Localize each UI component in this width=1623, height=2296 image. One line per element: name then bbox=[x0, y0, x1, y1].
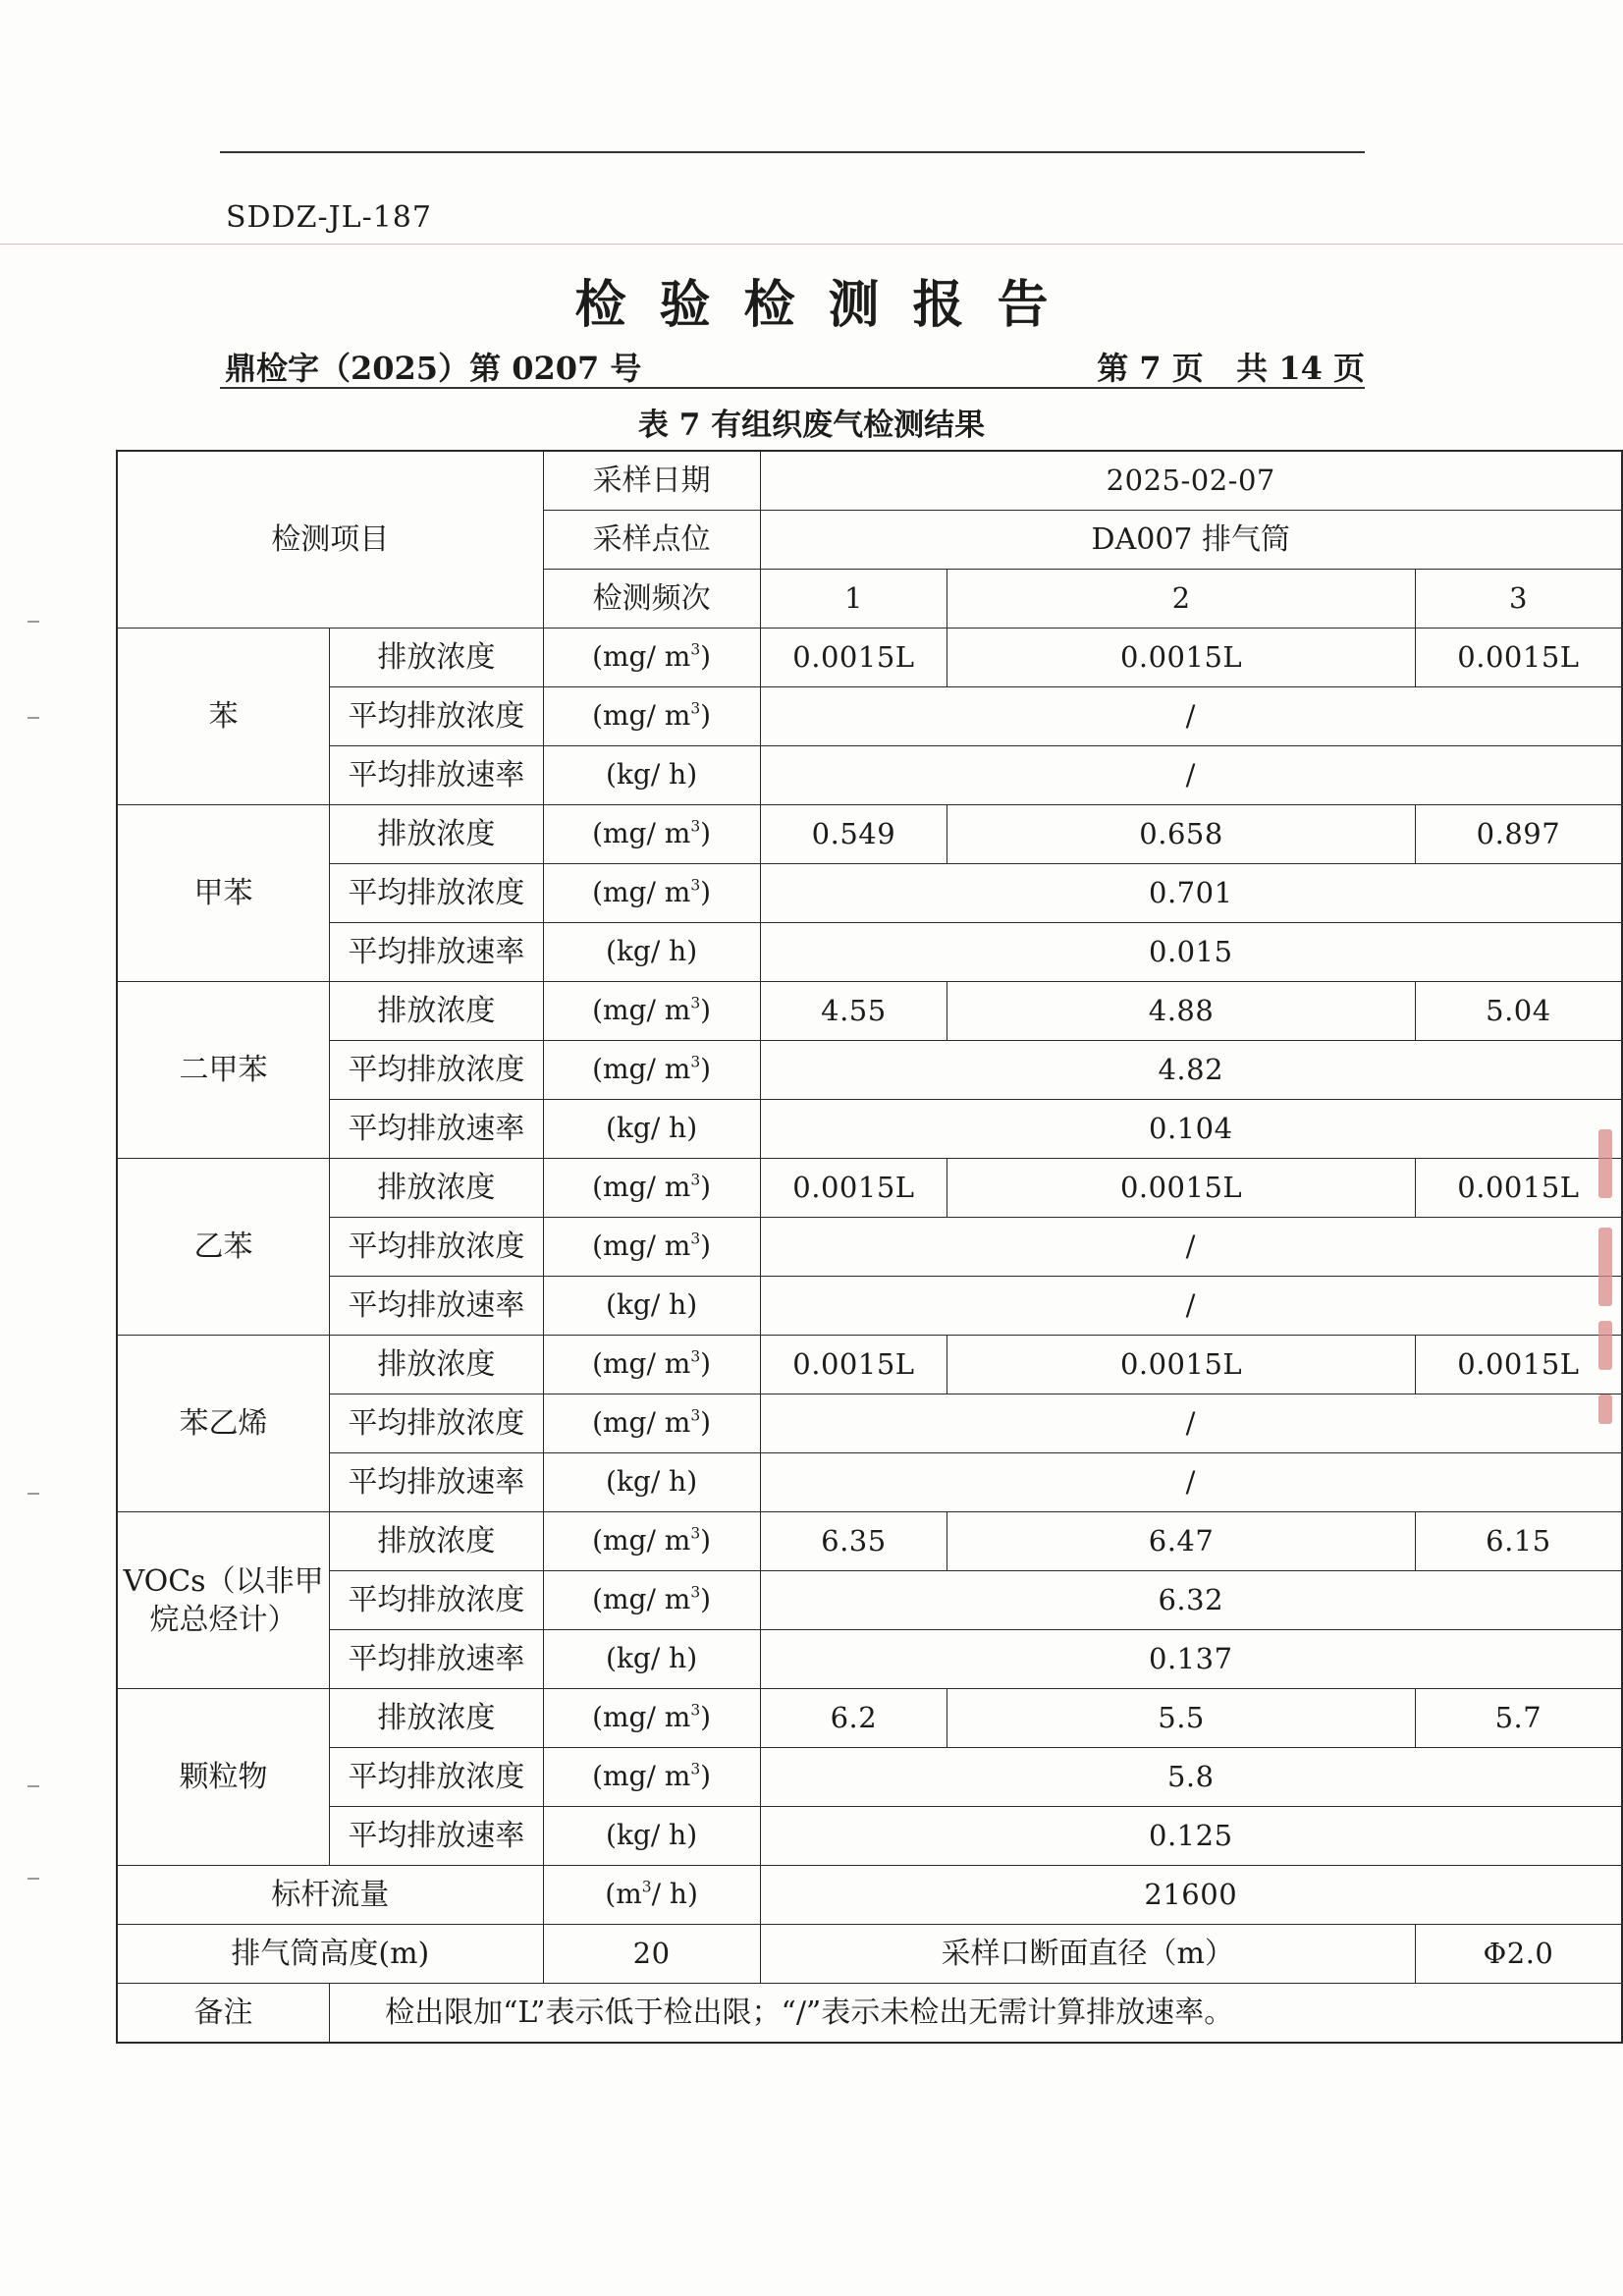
document-code: SDDZ-JL-187 bbox=[226, 200, 432, 235]
unit-concentration: mg/ m bbox=[603, 640, 691, 674]
unit-rate: (kg/ h) bbox=[606, 1819, 698, 1852]
param-conc-label: 排放浓度 bbox=[330, 982, 544, 1041]
param-avg-rate-label: 平均排放速率 bbox=[330, 1453, 544, 1512]
scan-mark bbox=[27, 1878, 39, 1880]
unit-cell: (mg/ $m^3$) bbox=[543, 982, 760, 1041]
value-conc-2: 0.658 bbox=[947, 805, 1416, 864]
table-row bbox=[117, 982, 1622, 1041]
table-row bbox=[117, 629, 1622, 687]
pollutant-name: 二甲苯 bbox=[117, 982, 330, 1159]
unit-rate: (kg/ h) bbox=[606, 758, 698, 792]
unit-superscript: 3 bbox=[690, 994, 701, 1012]
stack-diameter-value: Φ2.0 bbox=[1415, 1925, 1622, 1984]
value-conc-3: 0.0015L bbox=[1415, 1159, 1622, 1218]
header-point-value: DA007 排气筒 bbox=[760, 511, 1622, 570]
seal-fragment bbox=[1598, 1228, 1612, 1306]
scan-artifact-line bbox=[0, 244, 1623, 245]
value-conc-3: 0.0015L bbox=[1415, 1336, 1622, 1394]
header-freq-2: 2 bbox=[947, 570, 1416, 629]
param-conc-label: 排放浓度 bbox=[330, 1159, 544, 1218]
unit-concentration: mg/ m bbox=[603, 699, 691, 733]
param-avg-conc-label: 平均排放浓度 bbox=[330, 1394, 544, 1453]
table-row bbox=[117, 1571, 1622, 1630]
table-row bbox=[117, 1807, 1622, 1866]
unit-superscript: 3 bbox=[690, 1583, 701, 1602]
unit-concentration: mg/ m bbox=[603, 1053, 691, 1086]
scan-mark bbox=[27, 1493, 39, 1495]
unit-cell: (mg/ $m^3$) bbox=[543, 864, 760, 923]
unit-cell: (mg/ $m^3$) bbox=[543, 1748, 760, 1807]
value-conc-2: 0.0015L bbox=[947, 629, 1416, 687]
table-row bbox=[117, 1336, 1622, 1394]
unit-concentration: mg/ m bbox=[603, 1760, 691, 1793]
value-conc-2: 0.0015L bbox=[947, 1336, 1416, 1394]
value-avg-rate: 0.015 bbox=[760, 923, 1622, 982]
table-row bbox=[117, 1218, 1622, 1277]
value-conc-1: 6.2 bbox=[760, 1689, 947, 1748]
unit-superscript: 3 bbox=[690, 1171, 701, 1189]
unit-cell bbox=[543, 923, 760, 982]
unit-concentration: mg/ m bbox=[603, 1230, 691, 1263]
note-row bbox=[117, 1984, 1622, 2044]
seal-fragment bbox=[1598, 1394, 1612, 1424]
unit-cell: (mg/ $m^3$) bbox=[543, 1218, 760, 1277]
value-conc-2: 4.88 bbox=[947, 982, 1416, 1041]
unit-superscript: 3 bbox=[690, 876, 701, 895]
flow-row bbox=[117, 1866, 1622, 1925]
unit-cell bbox=[543, 1453, 760, 1512]
param-avg-rate-label: 平均排放速率 bbox=[330, 746, 544, 805]
unit-cell: (mg/ $m^3$) bbox=[543, 1571, 760, 1630]
seal-fragment bbox=[1598, 1321, 1612, 1370]
unit-superscript: 3 bbox=[690, 1406, 701, 1425]
scan-mark bbox=[27, 621, 39, 623]
param-conc-label: 排放浓度 bbox=[330, 629, 544, 687]
scan-mark bbox=[27, 717, 39, 719]
value-conc-1: 0.0015L bbox=[760, 1159, 947, 1218]
unit-concentration: mg/ m bbox=[603, 1171, 691, 1204]
unit-rate: (kg/ h) bbox=[606, 1642, 698, 1675]
table-row bbox=[117, 1689, 1622, 1748]
param-conc-label: 排放浓度 bbox=[330, 1689, 544, 1748]
pollutant-name: VOCs（以非甲烷总烃计） bbox=[117, 1512, 330, 1689]
unit-cell: (mg/ $m^3$) bbox=[543, 1512, 760, 1571]
header-rule bbox=[220, 151, 1365, 153]
value-avg-conc: / bbox=[760, 1218, 1622, 1277]
header-date-value: 2025-02-07 bbox=[760, 451, 1622, 511]
stack-row bbox=[117, 1925, 1622, 1984]
flow-unit: ($m^3/$ h) bbox=[543, 1866, 760, 1925]
value-conc-1: 0.0015L bbox=[760, 1336, 947, 1394]
pollutant-name: 苯 bbox=[117, 629, 330, 805]
param-avg-conc-label: 平均排放浓度 bbox=[330, 1041, 544, 1100]
unit-rate: (kg/ h) bbox=[606, 935, 698, 968]
unit-cell: (mg/ $m^3$) bbox=[543, 629, 760, 687]
value-avg-rate: 0.137 bbox=[760, 1630, 1622, 1689]
value-conc-2: 6.47 bbox=[947, 1512, 1416, 1571]
value-avg-rate: / bbox=[760, 1277, 1622, 1336]
value-conc-3: 0.897 bbox=[1415, 805, 1622, 864]
unit-cell: (mg/ $m^3$) bbox=[543, 1336, 760, 1394]
value-conc-1: 4.55 bbox=[760, 982, 947, 1041]
unit-cell: (mg/ $m^3$) bbox=[543, 1689, 760, 1748]
unit-superscript: 3 bbox=[690, 640, 701, 659]
unit-cell: (mg/ $m^3$) bbox=[543, 1394, 760, 1453]
pollutant-name: 颗粒物 bbox=[117, 1689, 330, 1866]
unit-superscript: 3 bbox=[690, 817, 701, 836]
unit-cell: (mg/ $m^3$) bbox=[543, 1041, 760, 1100]
header-freq-label: 检测频次 bbox=[543, 570, 760, 629]
table-row bbox=[117, 1041, 1622, 1100]
header-row-date bbox=[117, 451, 1622, 511]
flow-unit-base: m bbox=[616, 1878, 642, 1911]
header-date-label: 采样日期 bbox=[543, 451, 760, 511]
value-avg-conc: 0.701 bbox=[760, 864, 1622, 923]
value-conc-2: 0.0015L bbox=[947, 1159, 1416, 1218]
unit-superscript: 3 bbox=[690, 1760, 701, 1778]
unit-concentration: mg/ m bbox=[603, 1583, 691, 1616]
results-table-body bbox=[117, 451, 1622, 2043]
table-row bbox=[117, 1512, 1622, 1571]
value-conc-1: 0.0015L bbox=[760, 629, 947, 687]
table-row bbox=[117, 805, 1622, 864]
unit-superscript: 3 bbox=[690, 1701, 701, 1720]
table-row bbox=[117, 1394, 1622, 1453]
table-row bbox=[117, 923, 1622, 982]
value-conc-2: 5.5 bbox=[947, 1689, 1416, 1748]
table-row bbox=[117, 1630, 1622, 1689]
table-row bbox=[117, 1748, 1622, 1807]
value-conc-3: 5.04 bbox=[1415, 982, 1622, 1041]
value-avg-rate: / bbox=[760, 746, 1622, 805]
table-row bbox=[117, 1100, 1622, 1159]
table-row bbox=[117, 687, 1622, 746]
param-avg-rate-label: 平均排放速率 bbox=[330, 1630, 544, 1689]
pollutant-name: 甲苯 bbox=[117, 805, 330, 982]
value-avg-rate: / bbox=[760, 1453, 1622, 1512]
stack-diameter-label: 采样口断面直径（m） bbox=[760, 1925, 1415, 1984]
unit-rate: (kg/ h) bbox=[606, 1288, 698, 1322]
unit-cell bbox=[543, 1100, 760, 1159]
value-avg-conc: 6.32 bbox=[760, 1571, 1622, 1630]
value-avg-conc: 4.82 bbox=[760, 1041, 1622, 1100]
value-conc-3: 6.15 bbox=[1415, 1512, 1622, 1571]
table-row bbox=[117, 746, 1622, 805]
param-avg-conc-label: 平均排放浓度 bbox=[330, 1748, 544, 1807]
param-avg-rate-label: 平均排放速率 bbox=[330, 923, 544, 982]
results-table bbox=[116, 450, 1623, 2044]
param-conc-label: 排放浓度 bbox=[330, 1336, 544, 1394]
unit-concentration: mg/ m bbox=[603, 994, 691, 1027]
unit-concentration: mg/ m bbox=[603, 876, 691, 909]
table-row bbox=[117, 1277, 1622, 1336]
unit-superscript: 3 bbox=[690, 1524, 701, 1543]
note-label: 备注 bbox=[117, 1984, 330, 2044]
unit-cell bbox=[543, 1630, 760, 1689]
value-avg-conc: / bbox=[760, 687, 1622, 746]
unit-cell bbox=[543, 1277, 760, 1336]
param-avg-conc-label: 平均排放浓度 bbox=[330, 1218, 544, 1277]
value-avg-rate: 0.104 bbox=[760, 1100, 1622, 1159]
param-conc-label: 排放浓度 bbox=[330, 805, 544, 864]
page-indicator: 第 7 页 共 14 页 bbox=[1097, 350, 1365, 387]
unit-concentration: mg/ m bbox=[603, 1701, 691, 1734]
unit-cell bbox=[543, 746, 760, 805]
pollutant-name: 乙苯 bbox=[117, 1159, 330, 1336]
table-row bbox=[117, 1159, 1622, 1218]
value-conc-3: 5.7 bbox=[1415, 1689, 1622, 1748]
param-avg-rate-label: 平均排放速率 bbox=[330, 1807, 544, 1866]
unit-superscript: 3 bbox=[690, 1053, 701, 1071]
param-avg-conc-label: 平均排放浓度 bbox=[330, 687, 544, 746]
unit-concentration: mg/ m bbox=[603, 1406, 691, 1440]
value-avg-rate: 0.125 bbox=[760, 1807, 1622, 1866]
param-avg-rate-label: 平均排放速率 bbox=[330, 1100, 544, 1159]
unit-cell bbox=[543, 1807, 760, 1866]
value-conc-1: 0.549 bbox=[760, 805, 947, 864]
param-avg-conc-label: 平均排放浓度 bbox=[330, 864, 544, 923]
flow-unit-superscript: 3 bbox=[641, 1878, 652, 1896]
table-row bbox=[117, 1453, 1622, 1512]
header-freq-1: 1 bbox=[760, 570, 947, 629]
stack-height-label: 排气筒高度(m) bbox=[117, 1925, 543, 1984]
unit-concentration: mg/ m bbox=[603, 1524, 691, 1558]
seal-fragment bbox=[1598, 1129, 1612, 1198]
header-point-label: 采样点位 bbox=[543, 511, 760, 570]
unit-superscript: 3 bbox=[690, 699, 701, 718]
value-avg-conc: / bbox=[760, 1394, 1622, 1453]
value-avg-conc: 5.8 bbox=[760, 1748, 1622, 1807]
param-conc-label: 排放浓度 bbox=[330, 1512, 544, 1571]
header-item-label: 检测项目 bbox=[117, 451, 543, 629]
report-number: 鼎检字（2025）第 0207 号 bbox=[225, 350, 642, 387]
note-text: 检出限加“L”表示低于检出限；“/”表示未检出无需计算排放速率。 bbox=[330, 1984, 1622, 2044]
pollutant-name: 苯乙烯 bbox=[117, 1336, 330, 1512]
unit-concentration: mg/ m bbox=[603, 817, 691, 850]
stack-height-value: 20 bbox=[543, 1925, 760, 1984]
flow-label: 标杆流量 bbox=[117, 1866, 543, 1925]
unit-cell: (mg/ $m^3$) bbox=[543, 1159, 760, 1218]
value-conc-1: 6.35 bbox=[760, 1512, 947, 1571]
unit-concentration: mg/ m bbox=[603, 1347, 691, 1381]
unit-cell: (mg/ $m^3$) bbox=[543, 805, 760, 864]
subheader-rule bbox=[220, 387, 1365, 389]
value-conc-3: 0.0015L bbox=[1415, 629, 1622, 687]
table-row bbox=[117, 864, 1622, 923]
table-caption: 表 7 有组织废气检测结果 bbox=[637, 408, 986, 443]
report-title: 检验检测报告 bbox=[574, 275, 1082, 335]
unit-cell: (mg/ $m^3$) bbox=[543, 687, 760, 746]
flow-value: 21600 bbox=[760, 1866, 1622, 1925]
param-avg-conc-label: 平均排放浓度 bbox=[330, 1571, 544, 1630]
param-avg-rate-label: 平均排放速率 bbox=[330, 1277, 544, 1336]
flow-unit-tail: / h) bbox=[651, 1878, 698, 1911]
scan-mark bbox=[27, 1785, 39, 1787]
unit-rate: (kg/ h) bbox=[606, 1112, 698, 1145]
unit-superscript: 3 bbox=[690, 1347, 701, 1366]
unit-superscript: 3 bbox=[690, 1230, 701, 1248]
header-freq-3: 3 bbox=[1415, 570, 1622, 629]
unit-rate: (kg/ h) bbox=[606, 1465, 698, 1499]
